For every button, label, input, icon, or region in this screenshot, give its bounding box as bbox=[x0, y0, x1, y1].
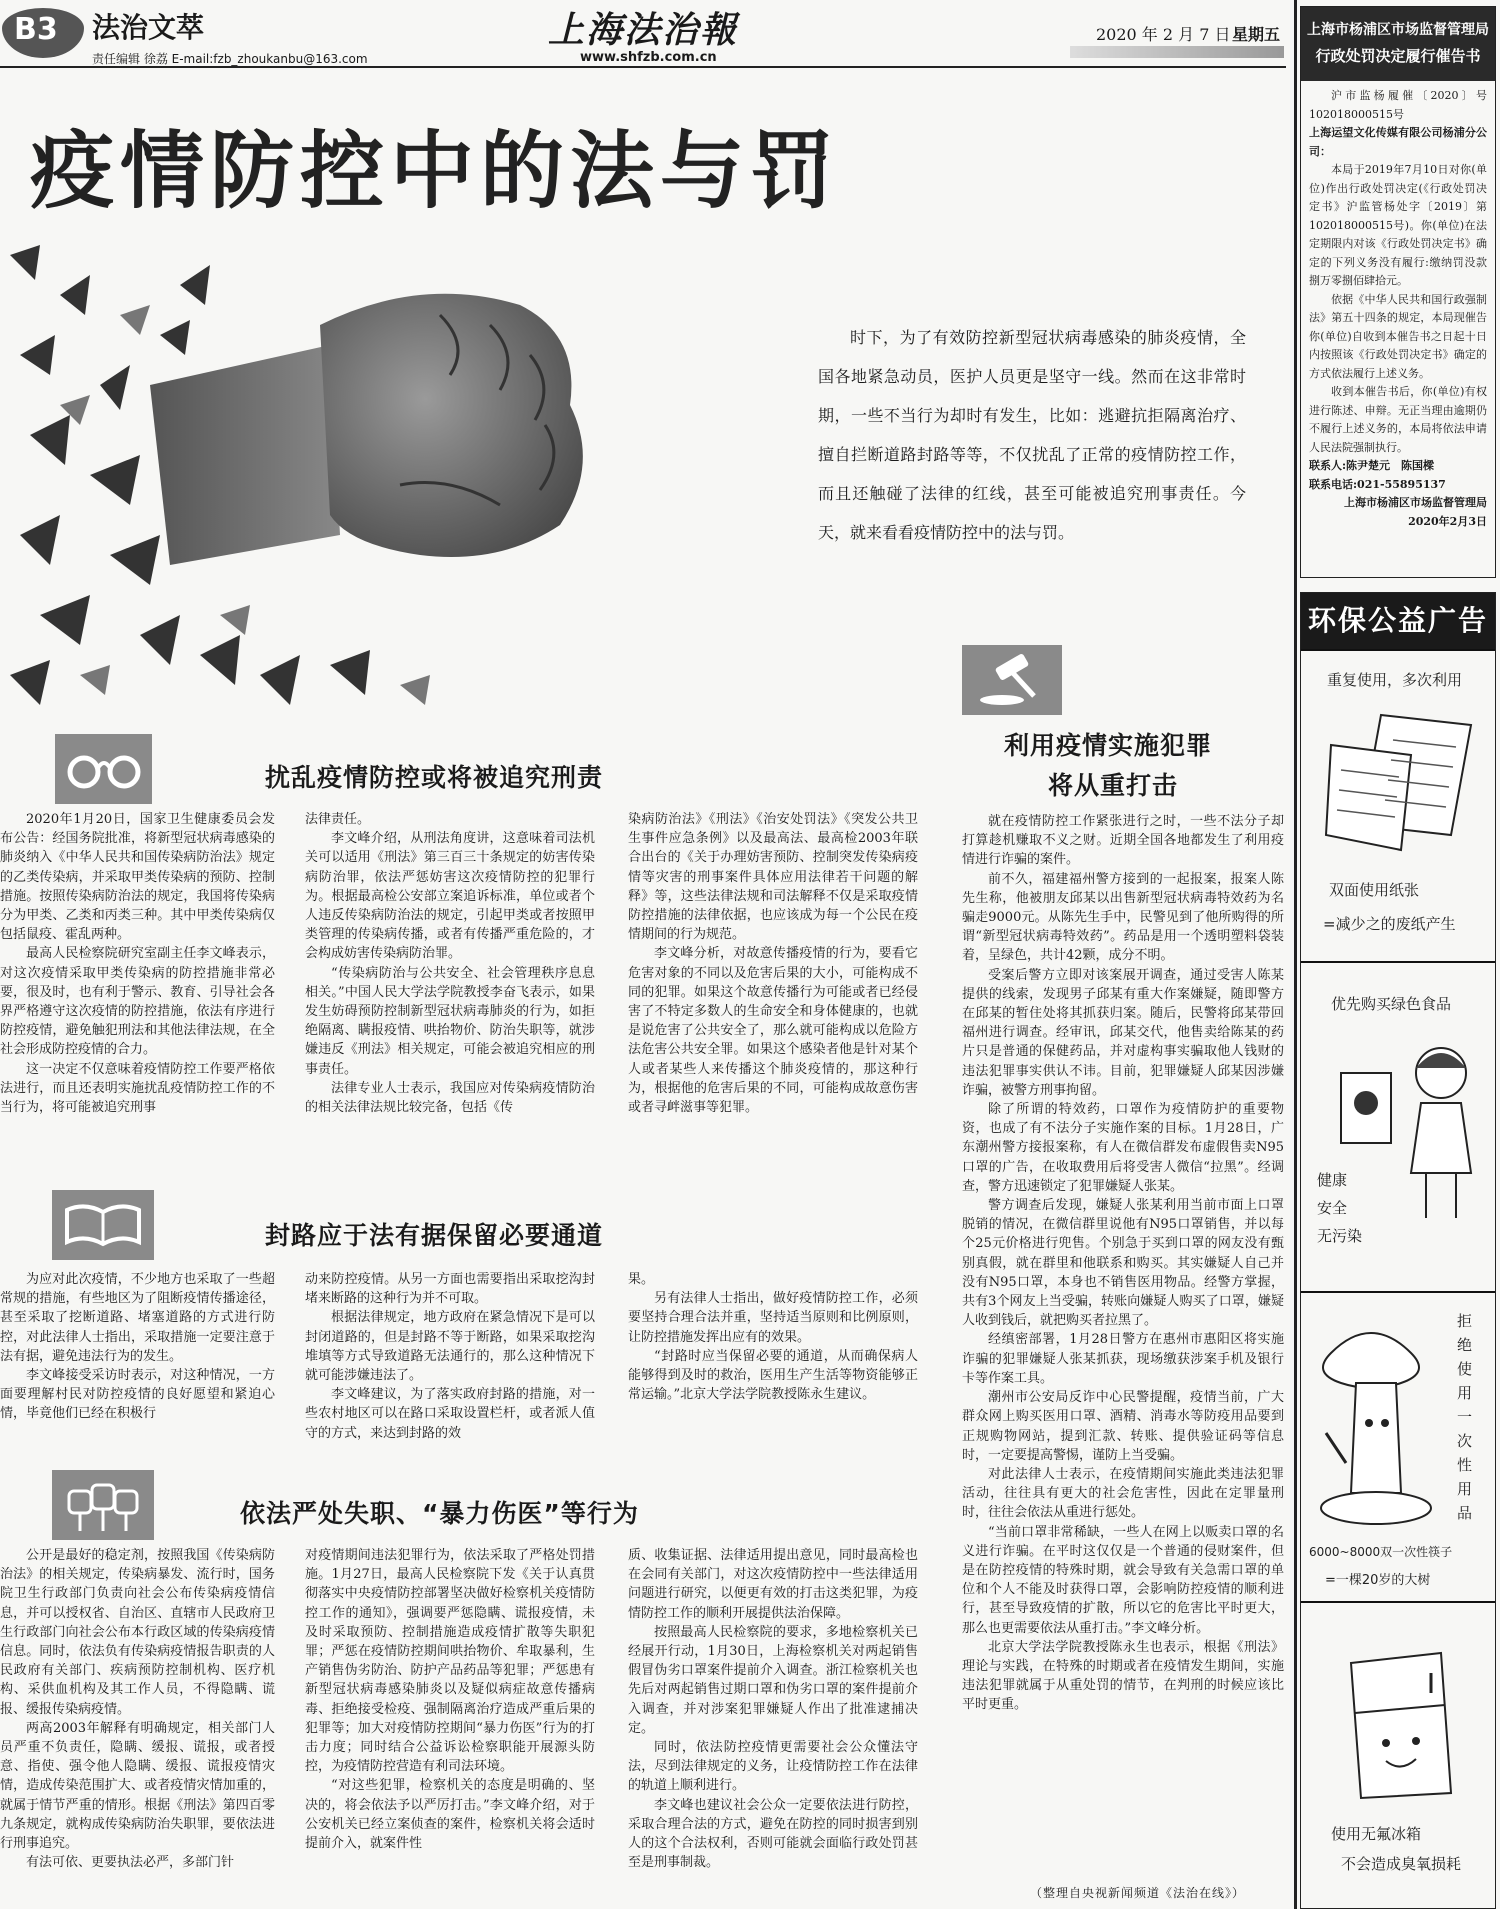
notice-phone: 联系电话:021-55895137 bbox=[1309, 477, 1446, 491]
section3-col2 bbox=[305, 1546, 595, 1909]
s3c3-p2: 按照最高人民检察院的要求，多地检察机关已经展开行动，1月30日，上海检察机关对两起销售假冒伪劣口罩案件提前介入调查。浙江检察机关也先后对两起销售过期口罩和伪劣口罩的案件提前介入调查，并对涉案犯罪嫌疑人作出了批准逮捕决定。 bbox=[628, 1624, 918, 1736]
section2-col1 bbox=[0, 1270, 275, 1452]
notice-title-line1: 上海市杨浦区市场监督管理局 bbox=[1307, 22, 1489, 38]
notice-signer: 上海市杨浦区市场监督管理局 bbox=[1344, 496, 1487, 509]
s1c2-p1: 法律责任。 bbox=[305, 812, 371, 827]
section4-title-line2: 将从重打击 bbox=[1048, 771, 1179, 800]
weekday: 星期五 bbox=[1232, 25, 1281, 44]
s3c1-p2: 两高2003年解释有明确规定，相关部门人员严重不负责任，隐瞒、缓报、谎报，或者授意、指使、强令他人隐瞒、缓报、谎报疫情灾情，造成传染范围扩大、或者疫情灾情加重的，就属于情节严重的情形。根据《刑法》第四百零九条规定，就构成传染病防治失职罪，要依法进行刑事追究。 bbox=[0, 1720, 275, 1852]
ad-panel-food bbox=[1301, 961, 1495, 1291]
intro-paragraph bbox=[818, 318, 1246, 552]
s4-p8: 对此法律人士表示，在疫情期间实施此类违法犯罪活动，往往具有更大的社会危害性，因此在定罪量刑时，往往会依法从重进行惩处。 bbox=[962, 1466, 1284, 1521]
ad-fridge-line1: 使用无氟冰箱 bbox=[1331, 1825, 1422, 1843]
raised-fists-icon bbox=[61, 1477, 145, 1533]
s2c3-p2: 另有法律人士指出，做好疫情防控工作，必须要坚持合理合法并重，坚持适当原则和比例原则，让防控措施发挥出应有的效果。 bbox=[628, 1291, 918, 1345]
section3-title: 依法严处失职、“暴力伤医”等行为 bbox=[240, 1499, 639, 1528]
s2c2-p1: 动来防控疫情。从另一方面也需要指出采取挖沟封堵来断路的这种行为并不可取。 bbox=[305, 1272, 595, 1307]
s4-p6: 经缜密部署，1月28日警方在惠州市惠阳区将实施诈骗的犯罪嫌疑人张某抓获，现场缴获涉案手机及银行卡等作案工具。 bbox=[962, 1332, 1284, 1386]
section2-col3 bbox=[628, 1270, 918, 1452]
notice-addressee: 上海运望文化传媒有限公司杨浦分公司： bbox=[1309, 126, 1487, 158]
s2c2-p3: 李文峰建议，为了落实政府封路的措施，对一些农村地区可以在路口采取设置栏杆，或者派人值守的方式，来达到封路的效 bbox=[305, 1387, 595, 1441]
s4-p5: 警方调查后发现，嫌疑人张某利用当前市面上口罩脱销的情况，在微信群里说他有N95口罩销售，并以每个25元价格进行兜售。个别急于买到口罩的网友没有甄别真假，就在群里和他联系和购买。其实嫌疑人自己并没有N95口罩，本身也不销售医用物品。经警方掌握，共有3个网友上当受骗，转账向嫌疑人购买了口罩，嫌疑人收到钱后，就把购买者拉黑了。 bbox=[962, 1198, 1284, 1329]
s4-p9: “当前口罩非常稀缺，一些人在网上以贩卖口罩的名义进行诈骗。在平时这仅仅是一个普通的侵财案件，但是在防控疫情的特殊时期，就会导致有关急需口罩的单位和个人不能及时获得口罩，会影响防控疫情的顺利进行，甚至导致疫情的扩散，所以它的危害比平时更大，那么也更需要依法从重打击。”李文峰分析。 bbox=[962, 1524, 1284, 1636]
paper-sheets-icon bbox=[1321, 705, 1481, 855]
gavel-icon bbox=[972, 652, 1052, 708]
intro-text: 时下，为了有效防控新型冠状病毒感染的肺炎疫情，全国各地紧急动员，医护人员更是坚守一线。然而在这非常时期，一些不当行为却时有发生，比如：逃避抗拒隔离治疗、擅自拦断道路封路等等，不仅扰乱了正常的疫情防控工作，而且还触碰了法律的红线，甚至可能被追究刑事责任。今天，就来看看疫情防控中的法与罚。 bbox=[818, 328, 1246, 542]
s4-p3: 受案后警方立即对该案展开调查，通过受害人陈某提供的线索，发现男子邱某有重大作案嫌疑，随即警方在邱某的暂住处将其抓获归案。随后，民警将邱某带回福州进行调查。经审讯，邱某交代，他售卖给陈某的药片只是普通的保健药品，并对虚构事实骗取他人钱财的违法犯罪事实供认不讳。目前，犯罪嫌疑人邱某因涉嫌诈骗，被警方刑事拘留。 bbox=[962, 967, 1284, 1098]
ad-box bbox=[1300, 592, 1496, 1909]
s3c3-p1: 质、收集证据、法律适用提出意见，同时最高检也在会同有关部门，对这次疫情防控中一些法律适用问题进行研究，以便更有效的打击这类犯罪，为疫情防控工作的顺利开展提供法治保障。 bbox=[628, 1548, 918, 1621]
ad-panel-fridge bbox=[1301, 1601, 1495, 1901]
shattering-fist-illustration bbox=[0, 235, 800, 715]
page-headline: 疫情防控中的法与罚 bbox=[30, 122, 841, 220]
ad-paper-slogan: 重复使用，多次利用 bbox=[1327, 671, 1463, 689]
s1c1-p1: 2020年1月20日，国家卫生健康委员会发布公告：经国务院批准，将新型冠状病毒感染的肺炎纳入《中华人民共和国传染病防治法》规定的乙类传染病，并采取甲类传染病的预防、控制措施。按照传染病防治法的规定，我国将传染病分为甲类、乙类和丙类三种。其中甲类传染病仅包括鼠疫、霍乱两种。 bbox=[0, 812, 275, 943]
s1c1-p2: 最高人民检察院研究室副主任李文峰表示，对这次疫情采取甲类传染病的防控措施非常必要，很及时，也有利于警示、教育、引导社会各界严格遵守这次疫情的防控措施，依法有序进行防控疫情，避免触犯刑法和其他法律法规，在全社会形成防控疫情的合力。 bbox=[0, 946, 275, 1058]
ad-food-word3: 无污染 bbox=[1317, 1227, 1363, 1245]
editor-line: 责任编辑 徐荔 E-mail:fzb_zhoukanbu@163.com bbox=[92, 52, 368, 66]
ad-chopsticks-vertical: 拒绝使用一次性用品 bbox=[1457, 1312, 1473, 1522]
s1c2-p2: 李文峰介绍，从刑法角度讲，这意味着司法机关可以适用《刑法》第三百三十条规定的妨害传染病防治罪，依法严惩妨害这次疫情防控的犯罪行为。根据最高检公安部立案追诉标准，单位或者个人违反传染病防治法的规定，引起甲类或者按照甲类管理的传染病传播，或者有传播严重危险的，才会构成妨害传染病防治罪。 bbox=[305, 831, 595, 962]
s2c2-p2: 根据法律规定，地方政府在紧急情况下是可以封闭道路的，但是封路不等于断路，如果采取挖沟堆填等方式导致道路无法通行的，那么这种情况下就可能涉嫌违法了。 bbox=[305, 1310, 595, 1384]
header-rule bbox=[0, 66, 1286, 68]
section2-col2 bbox=[305, 1270, 595, 1452]
sidebar-divider bbox=[1294, 0, 1297, 1909]
s3c2-p1: 对疫情期间违法犯罪行为，依法采取了严格处罚措施。1月27日，最高人民检察院下发《关于认真贯彻落实中央疫情防控部署坚决做好检察机关疫情防控工作的通知》，强调要严惩隐瞒、谎报疫情，未及时采取预防、控制措施造成疫情扩散等失职犯罪；严惩在疫情防控期间哄抬物价、牟取暴利，生产销售伪劣防治、防护产品药品等犯罪；严惩患有新型冠状病毒感染肺炎以及疑似病症故意传播病毒、拒绝接受检疫、强制隔离治疗造成严重后果的犯罪等；加大对疫情防控期间“暴力伤医”行为的打击力度；同时结合公益诉讼检察职能开展源头防控，为疫情防控营造有利司法环境。 bbox=[305, 1548, 595, 1775]
s4-p1: 就在疫情防控工作紧张进行之时，一些不法分子却打算趁机赚取不义之财。近期全国各地都发生了利用疫情进行诈骗的案件。 bbox=[962, 814, 1284, 868]
ad-food-slogan: 优先购买绿色食品 bbox=[1331, 995, 1452, 1013]
notice-sign-date: 2020年2月3日 bbox=[1408, 514, 1487, 528]
section4-credit: （整理自央视新闻频道《法治在线》） bbox=[1030, 1886, 1246, 1900]
notice-doc-no: 沪市监杨履催〔2020〕号 102018000515号 bbox=[1309, 89, 1487, 121]
ad-panel-paper bbox=[1301, 649, 1495, 961]
s3c2-p2: “对这些犯罪，检察机关的态度是明确的、坚决的，将会依法予以严厉打击。”李文峰介绍，对于公安机关已经立案侦查的案件，检察机关将会适时提前介入，就案件性 bbox=[305, 1778, 595, 1852]
notice-contact: 联系人:陈尹楚元 陈国樑 bbox=[1309, 459, 1435, 472]
handcuffs-icon bbox=[64, 744, 144, 794]
page-number: B3 bbox=[14, 12, 58, 47]
ad-food-word1: 健康 bbox=[1317, 1171, 1348, 1189]
ad-fridge-line2: 不会造成臭氧损耗 bbox=[1341, 1855, 1462, 1873]
date-bar bbox=[1070, 46, 1284, 58]
girl-shopping-illustration bbox=[1331, 1033, 1481, 1233]
s3c1-p1: 公开是最好的稳定剂，按照我国《传染病防治法》的相关规定，传染病暴发、流行时，国务院卫生行政部门负责向社会公布传染病疫情信息，并可以授权省、自治区、直辖市人民政府卫生行政部门向社会公布本行政区域的传染病疫情信息。同时，依法负有传染病疫情报告职责的人民政府有关部门、疾病预防控制机构、医疗机构、采供血机构及其工作人员，不得隐瞒、谎报、缓报传染病疫情。 bbox=[0, 1548, 275, 1717]
open-book-icon bbox=[61, 1200, 145, 1250]
section3-col3 bbox=[628, 1546, 918, 1909]
section2-title: 封路应于法有据保留必要通道 bbox=[265, 1221, 604, 1250]
s1c2-p4: 法律专业人士表示，我国应对传染病疫情防治的相关法律法规比较完备，包括《传 bbox=[305, 1080, 595, 1116]
page-header bbox=[0, 0, 1292, 70]
tree-stump-illustration bbox=[1311, 1313, 1441, 1533]
section3-col1 bbox=[0, 1546, 275, 1909]
section4-body bbox=[962, 812, 1284, 1882]
notice-body bbox=[1301, 81, 1495, 537]
section4-title-line1: 利用疫情实施犯罪 bbox=[1004, 731, 1213, 760]
s2c3-p1: 果。 bbox=[628, 1272, 655, 1287]
s2c1-p1: 为应对此次疫情，不少地方也采取了一些超常规的措施，有些地区为了阻断疫情传播途径，甚至采取了挖断道路、堵塞道路的方式进行防控，对此法律人士指出，采取措施一定要注意于法有据，避免违法行为的发生。 bbox=[0, 1272, 275, 1364]
notice-title-line2: 行政处罚决定履行催告书 bbox=[1315, 47, 1481, 65]
website: www.shfzb.com.cn bbox=[580, 50, 717, 65]
fists-icon-box bbox=[52, 1470, 154, 1540]
section1-col2 bbox=[305, 810, 595, 1180]
ad-paper-line2: =减少之的废纸产生 bbox=[1323, 915, 1456, 933]
book-icon-box bbox=[52, 1190, 154, 1260]
ad-chopsticks-line1: 6000~8000双一次性筷子 bbox=[1309, 1545, 1453, 1559]
s2c3-p3: “封路时应当保留必要的通道，从而确保病人能够得到及时的救治，医用生产生活等物资能够正常运输。”北京大学法学院教授陈永生建议。 bbox=[628, 1348, 918, 1403]
s3c3-p3: 同时，依法防控疫情更需要社会公众懂法守法，尽到法律规定的义务，让疫情防控工作在法律的轨道上顺利进行。 bbox=[628, 1740, 918, 1794]
notice-p3: 收到本催告书后，你(单位)有权进行陈述、申辩。无正当理由逾期仍不履行上述义务的，本局将依法申请人民法院强制执行。 bbox=[1309, 385, 1487, 454]
ad-panel-chopsticks bbox=[1301, 1291, 1495, 1601]
hero-image bbox=[0, 235, 800, 715]
s1c3-p1: 染病防治法》《刑法》《治安处罚法》《突发公共卫生事件应急条例》以及最高法、最高检2003年联合出台的《关于办理妨害预防、控制突发传染病疫情等灾害的刑事案件具体应用法律若干问题的解释》等，这些法律法规和司法解释不仅是采取疫情防控措施的法律依据，也应该成为每一个公民在疫情期间的行为规范。 bbox=[628, 812, 918, 943]
s1c1-p3: 这一决定不仅意味着疫情防控工作要严格依法进行，而且还表明实施扰乱疫情防控工作的不当行为，将可能被追究刑事 bbox=[0, 1061, 275, 1116]
s3c1-p3: 有法可依、更要执法必严，多部门针 bbox=[26, 1855, 235, 1871]
s2c1-p2: 李文峰接受采访时表示，对这种情况，一方面要理解村民对防控疫情的良好愿望和紧迫心情，毕竟他们已经在积极行 bbox=[0, 1368, 275, 1422]
section-name: 法治文萃 bbox=[92, 11, 205, 44]
section1-col1 bbox=[0, 810, 275, 1180]
ad-title: 环保公益广告 bbox=[1301, 593, 1495, 649]
s4-p2: 前不久，福建福州警方接到的一起报案，报案人陈先生称，他被朋友邱某以出售新型冠状病毒特效药为名骗走9000元。从陈先生手中，民警见到了他所购得的所谓“新型冠状病毒特效药”。药品是用一个透明塑料袋装着，呈绿色，共计42颗，成分不明。 bbox=[962, 871, 1284, 964]
ad-chopsticks-line2: =一棵20岁的大树 bbox=[1325, 1573, 1431, 1588]
ad-paper-line1: 双面使用纸张 bbox=[1329, 881, 1420, 899]
s1c2-p3: “传染病防治与公共安全、社会管理秩序息息相关。”中国人民大学法学院教授李奋飞表示，如果发生妨碍预防控制新型冠状病毒肺炎的行为，如拒绝隔离、瞒报疫情、哄抬物价、防治失职等，就涉嫌违反《刑法》相关规定，可能会被追究相应的刑事责任。 bbox=[305, 965, 595, 1077]
gavel-icon-box bbox=[962, 645, 1062, 715]
s4-p10: 北京大学法学院教授陈永生也表示，根据《刑法》理论与实践，在特殊的时期或者在疫情发生期间，实施违法犯罪就属于从重处罚的情节，在判刑的时候应该比平时更重。 bbox=[962, 1639, 1284, 1713]
s4-p7: 潮州市公安局反诈中心民警提醒，疫情当前，广大群众网上购买医用口罩、酒精、消毒水等防疫用品要到正规购物网站，提到汇款、转账、提供验证码等信息时，一定要提高警惕，谨防上当受骗。 bbox=[962, 1390, 1284, 1463]
s1c3-p2: 李文峰分析，对故意传播疫情的行为，要看它危害对象的不同以及危害后果的大小，可能构成不同的犯罪。如果这个故意传播行为可能或者已经侵害了不特定多数人的生命安全和身体健康的，也就是说危害了公共安全了，那么就可能构成以危险方法危害公共安全罪。如果这个感染者他是针对某个人或者某些人来传播这个肺炎疫情的，那这种行为，根据他的危害后果的不同，可能构成故意伤害或者寻衅滋事等犯罪。 bbox=[628, 946, 918, 1116]
notice-box bbox=[1300, 6, 1496, 578]
section1-col3 bbox=[628, 810, 918, 1180]
section1-title: 扰乱疫情防控或将被追究刑责 bbox=[265, 763, 604, 792]
s4-p4: 除了所谓的特效药，口罩作为疫情防护的重要物资，也成了有不法分子实施作案的目标。1月28日，广东潮州警方接报案称，有人在微信群发布虚假售卖N95口罩的广告，在收取费用后将受害人微信“拉黑”。经调查，警方迅速锁定了犯罪嫌疑人张某。 bbox=[962, 1102, 1284, 1194]
issue-date: 2020 年 2 月 7 日 bbox=[1096, 25, 1231, 44]
fridge-illustration bbox=[1331, 1643, 1471, 1803]
s3c3-p4: 李文峰也建议社会公众一定要依法进行防控，采取合理合法的方式，避免在防控的同时损害到别人的这个合法权利，否则可能就会面临行政处罚甚至是刑事制裁。 bbox=[628, 1797, 918, 1871]
masthead-logo: 上海法治報 bbox=[548, 9, 739, 51]
handcuffs-icon-box bbox=[55, 734, 152, 804]
ad-food-word2: 安全 bbox=[1317, 1199, 1348, 1217]
notice-p2: 依据《中华人民共和国行政强制法》第五十四条的规定，本局现催告你(单位)自收到本催告书之日起十日内按照该《行政处罚决定书》确定的方式依法履行上述义务。 bbox=[1309, 292, 1487, 380]
notice-p1: 本局于2019年7月10日对你(单位)作出行政处罚决定(《行政处罚决定书》沪监管杨处字〔2019〕第102018000515号)。你(单位)在法定期限内对该《行政处罚决定书》确定的下列义务没有履行:缴纳罚没款捌万零捌佰肆拾元。 bbox=[1309, 163, 1487, 287]
notice-header bbox=[1301, 7, 1495, 81]
